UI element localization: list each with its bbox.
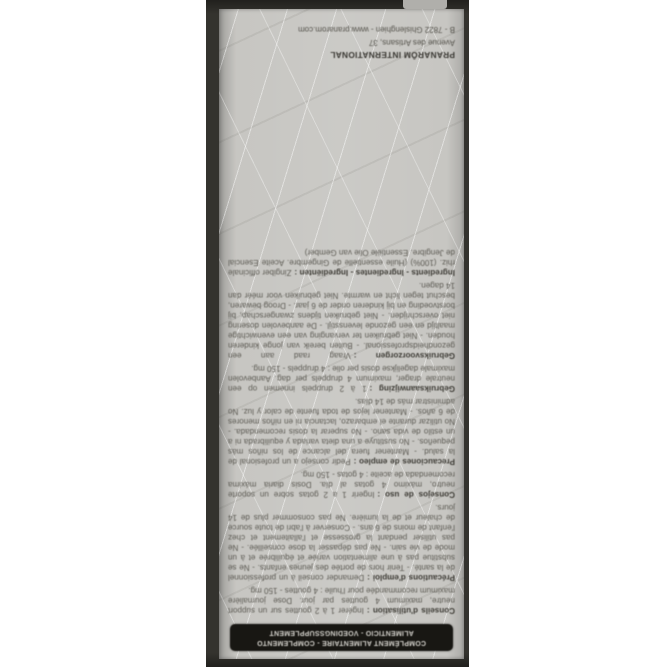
- ingredients-text: Zingiber officinale rhiz. (100%) (Huile essentielle de Gingembre. Aceite Esencial de Jengibre. Essentiële Olie van Gember): [228, 248, 455, 277]
- precautions-es-label: Precauciones de empleo :: [353, 457, 455, 466]
- precautions-nl: [228, 280, 455, 360]
- ingredients-block: [228, 247, 455, 277]
- precautions-fr-text: Demander conseil à un professionnel de la santé. - Tenir hors de portée des jeunes enfants. - Ne se substitue pas à une alimentation variée et équilibrée et à un mode de vie sain. - Ne pas dépasser la dose conseillée. - Ne pas utiliser pendant la grossesse et l'allaitement et chez l'enfant de moins de 6 ans. - Conserver à l'abri de toute source de chaleur et de la lumière. Ne pas consommer plus de 14 jours.: [228, 503, 455, 582]
- box-flap-notch: [403, 0, 447, 9]
- manufacturer-address: Avenue des Artisans, 37: [368, 38, 455, 47]
- precautions-fr-label: Précautions d'emploi :: [367, 573, 455, 582]
- usage-instructions-fr-text: Ingérer 1 à 2 gouttes sur un support neutre, maximum 4 gouttes par jour. Dose journalière maximum recommandée pour l'huile : 4 gouttes - 150 mg.: [228, 586, 455, 615]
- manufacturer-city-website: B - 7822 Ghislenghien - www.pranarom.com: [298, 25, 455, 35]
- blank-panel-area: [226, 61, 457, 244]
- manufacturer-name: PRANARÔM INTERNATIONAL: [330, 50, 455, 60]
- precautions-fr: [228, 502, 455, 582]
- usage-instructions-es-label: Consejos de uso :: [377, 490, 455, 499]
- precautions-nl-label: Gebruiksvoorzorgen :: [353, 351, 455, 360]
- usage-instructions-fr-label: Conseils d'utilisation :: [366, 606, 455, 615]
- manufacturer-block: [228, 23, 455, 61]
- usage-instructions-es: [228, 469, 455, 499]
- usage-instructions-nl: [228, 363, 455, 393]
- ingredients-label: Ingredients - Ingredientes - Ingrediënten :: [294, 268, 455, 277]
- usage-instructions-nl-label: Gebruiksaanwijzing :: [369, 384, 455, 393]
- usage-instructions-fr: [228, 585, 455, 615]
- usage-instructions-nl-text: 1 à 2 druppels innemen op een neutrale drager, maximum 4 druppels per dag. Aanbevolen maximale dagelijkse dosis per olie : 4 druppels - 150 mg.: [228, 364, 455, 393]
- precautions-es: [228, 396, 455, 466]
- product-box-photo: [206, 0, 469, 667]
- box-side-panel: [219, 9, 464, 659]
- precautions-nl-text: Vraag raad aan een gezondheidsprofessional. - Buiten bereik van jonge kinderen houden. - Niet gebruiken ter vervanging van een evenwichtige maaltijd en een gezonde levensstijl. - De aanbevolen dosering niet overschrijden. - Niet gebruiken tijdens zwangerschap, bij borstvoeding en bij kinderen onder de 6 jaar. - Droog bewaren, beschut tegen licht en warmte. Niet gebruiken voor méér dan 14 dagen.: [228, 281, 455, 360]
- usage-instructions-es-text: Ingerir 1 a 2 gotas sobre un soporte neutro, máximo 4 gotas al día. Dosis diaria máxima recomendada de aceite : 4 gotas - 150 mg.: [228, 470, 455, 499]
- precautions-es-text: Pedir consejo a un profesional de la salud. - Mantener fuera del alcance de los niños más pequeños. - No sustituye a una dieta variada y equilibrada ni a un estilo de vida sano. - No superar la dosis recomendada. - No utilizar durante el embarazo, lactancia ni en niños menores de 6 años. - Mantener lejos de toda fuente de calor y luz. No administrar más de 14 días.: [228, 397, 455, 466]
- supplement-category-bar: COMPLÉMENT ALIMENTAIRE - COMPLEMENTO ALIMENTICIO - VOEDINGSSUPPLEMENT: [230, 624, 453, 651]
- box-printed-content-upside-down: [219, 9, 464, 659]
